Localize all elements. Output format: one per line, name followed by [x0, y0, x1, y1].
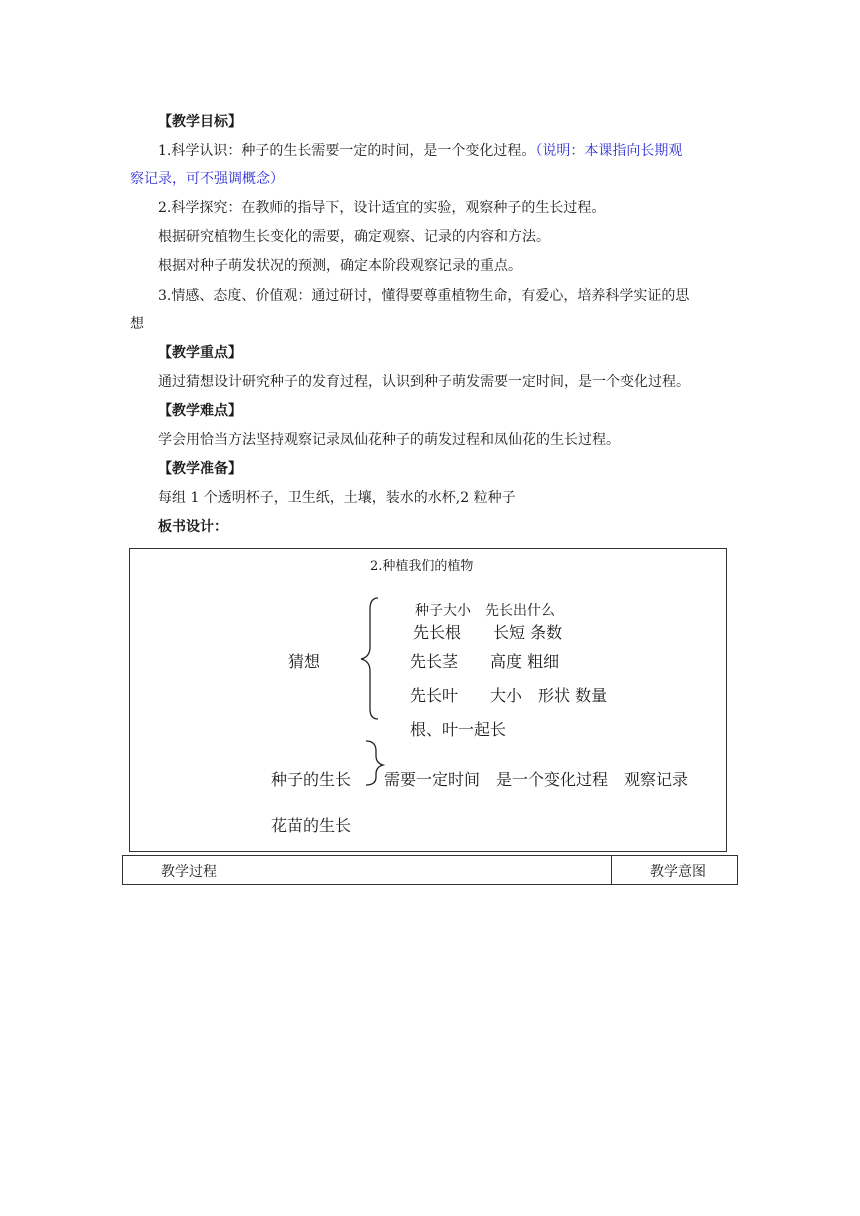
- guess-brace-icon: [361, 598, 378, 719]
- board-title: 2.种植我们的植物: [370, 559, 474, 574]
- board-row-3: 先长叶 大小 形状 数量: [410, 686, 608, 705]
- board-row-4: 根、叶一起长: [410, 720, 507, 739]
- key-points-text: 通过猜想设计研究种子的发育过程，认识到种子萌发需要一定时间，是一个变化过程。: [158, 374, 690, 390]
- board-design-heading: 板书设计：: [158, 519, 228, 535]
- growth-text: 需要一定时间 是一个变化过程 观察记录: [384, 770, 689, 789]
- key-points-heading: 【教学重点】: [158, 345, 242, 361]
- goal-item-1: [158, 141, 682, 161]
- table-header-process: 教学过程: [161, 864, 217, 880]
- goals-heading: 【教学目标】: [158, 114, 242, 130]
- goal-item-2-sub2: 根据对种子萌发状况的预测，确定本阶段观察记录的重点。: [158, 258, 522, 274]
- goal-item-2: 2.科学探究：在教师的指导下，设计适宜的实验，观察种子的生长过程。: [158, 200, 606, 216]
- table-divider: [611, 856, 612, 884]
- preparation-heading: 【教学准备】: [158, 461, 242, 477]
- board-row-1: 先长根 长短 条数: [413, 623, 563, 642]
- goal-item-2-sub1: 根据研究植物生长变化的需要，确定观察、记录的内容和方法。: [158, 229, 550, 245]
- growth-label: 种子的生长: [271, 770, 352, 789]
- seedling-label: 花苗的生长: [271, 816, 352, 835]
- goal-item-3: 3.情感、态度、价值观：通过研讨，懂得要尊重植物生命，有爱心，培养科学实证的思: [158, 288, 690, 304]
- goal-item-3-cont: 想: [130, 316, 144, 332]
- goal-item-1-note: （说明：本课指向长期观: [535, 143, 683, 159]
- growth-brace-icon: [366, 741, 383, 785]
- table-header-intent: 教学意图: [650, 864, 706, 880]
- guess-label: 猜想: [288, 652, 321, 671]
- board-row-0: 种子大小 先长出什么: [415, 603, 555, 619]
- board-row-2: 先长茎 高度 粗细: [410, 652, 560, 671]
- difficulties-heading: 【教学难点】: [158, 403, 242, 419]
- goal-item-1-note-cont: 察记录，可不强调概念）: [130, 171, 284, 187]
- board-design-box: [129, 548, 727, 852]
- preparation-text: 每组 1 个透明杯子，卫生纸，土壤，装水的水杯,2 粒种子: [158, 490, 516, 506]
- process-table: [122, 855, 738, 885]
- goal-item-1-text: 1.科学认识：种子的生长需要一定的时间，是一个变化过程。: [158, 143, 536, 159]
- difficulties-text: 学会用恰当方法坚持观察记录凤仙花种子的萌发过程和凤仙花的生长过程。: [158, 432, 620, 448]
